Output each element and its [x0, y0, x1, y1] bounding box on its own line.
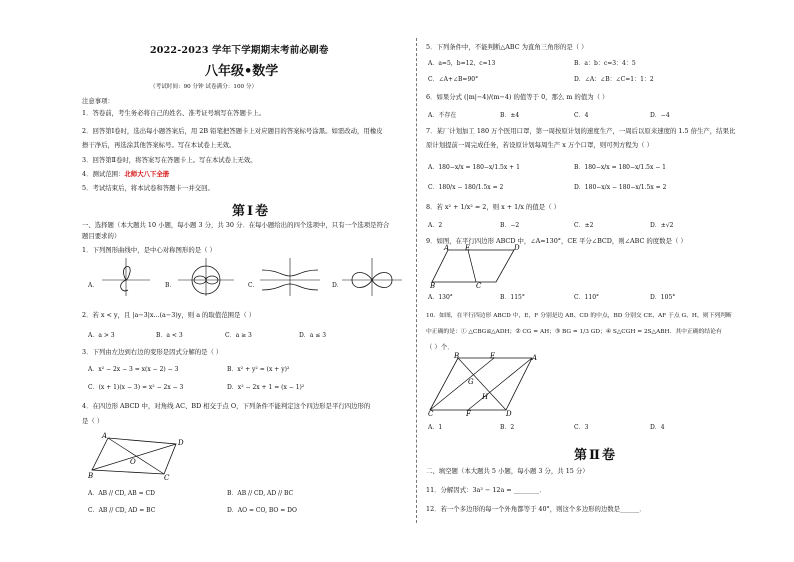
- q4-label-a: A: [102, 432, 108, 440]
- question-10-c: （ ）个．: [426, 343, 454, 351]
- q1-figure-b: [176, 256, 236, 298]
- q7-option-d: D．180−x/x − 180−x/1.5x = 2: [574, 184, 667, 191]
- column-divider: [416, 38, 417, 523]
- q1-figure-c: [258, 256, 322, 298]
- q4-label-d: D: [178, 439, 184, 447]
- question-10: 10．如图，在平行四边形 ABCD 中，E，F 分别是边 AB、CD 的中点，BD 分别交 CE、AF 于点 G、H，则下列判断: [426, 313, 732, 319]
- q6-option-d: D．−4: [650, 112, 670, 119]
- q10-label-h: H: [482, 393, 489, 401]
- q1-option-b: B．: [165, 282, 176, 289]
- question-4-b: 是（ ）: [82, 417, 104, 425]
- q6-option-a: A．不存在: [428, 112, 457, 119]
- note-2b: 擦干净后，再选涂其他答案标号。写在本试卷上无效。: [82, 141, 236, 149]
- q5-option-a: A．a=5，b=12，c=13: [428, 60, 496, 67]
- q10-label-a: A: [532, 354, 538, 362]
- question-8: 8．若 x² + 1/x² = 2，则 x + 1/x 的值是（ ）: [426, 203, 561, 211]
- q9-label-e: E: [465, 244, 471, 252]
- question-3: 3．下列由左边到右边的变形是因式分解的是（ ）: [82, 348, 223, 356]
- q9-label-c: C: [476, 282, 482, 288]
- q10-label-d: D: [506, 410, 512, 416]
- q7-option-a: A．180−x/x = 180−x/1.5x + 1: [428, 164, 520, 171]
- question-4: 4．在四边形 ABCD 中，对角线 AC、BD 相交于点 O，下列条件不能判定这个四边形是平行四边形的: [82, 402, 371, 410]
- q4-label-c: C: [164, 474, 170, 480]
- q1-option-c: C．: [248, 282, 259, 289]
- section-1-title: 第Ⅰ卷: [232, 204, 271, 219]
- question-6: 6．如果分式 (|m|−4)/(m−4) 的值等于 0，那么 m 的值为（ ）: [426, 93, 609, 101]
- q7-option-c: C．180/x − 180/1.5x = 2: [428, 184, 504, 191]
- question-10-b: 中正确的是：① △CBG≌△ADH；② CG = AH；③ BG = 1/3 GD；④ S△CGH = 2S△ABH．其中正确的结论有: [426, 329, 722, 335]
- note-4-label: 4．测试范围：: [82, 170, 125, 178]
- exam-subject: 八年级•数学: [205, 64, 279, 79]
- q2-option-b: B．a < 3: [156, 332, 183, 339]
- q1-option-a: A．: [88, 282, 99, 289]
- q2-option-d: D．a ≤ 3: [299, 332, 327, 339]
- q3-option-c: C．(x + 1)(x − 3) = x² − 2x − 3: [88, 384, 184, 391]
- section-1-desc: 一、选择题（本大题共 10 小题，每小题 3 分，共 30 分．在每小题给出的四个选项中，只有一个选项是符合: [82, 221, 390, 229]
- question-9: 9．如图，在平行四边形 ABCD 中，∠A=130°，CE 平分∠BCD，则∠ABC 的度数是（ ）: [426, 237, 687, 245]
- q10-label-f: F: [466, 410, 471, 416]
- q3-option-b: B．x² + y² = (x + y)²: [227, 366, 290, 373]
- q4-option-d: D．AO = CO, BO = DO: [227, 507, 297, 514]
- q1-figure-d: [340, 256, 404, 298]
- section-2-desc: 二、填空题（本大题共 5 小题，每小题 3 分，共 15 分）: [426, 467, 589, 475]
- note-5: 5．考试结束后，将本试卷和答题卡一并交回。: [82, 184, 214, 192]
- q8-option-b: B．−2: [500, 222, 520, 229]
- q9-parallelogram-figure: [430, 244, 520, 288]
- q9-option-d: D．105°: [650, 294, 676, 301]
- q10-option-c: C．3: [574, 424, 589, 431]
- question-12: 12．若一个多边形的每一个外角都等于 40°，则这个多边形的边数是______．: [426, 505, 646, 513]
- q5-option-d: D．∠A：∠B：∠C=1：1：2: [574, 76, 654, 83]
- question-7: 7．某厂计划加工 180 万个医用口罩，第一周按原计划的速度生产，一周后以原来速度的 1.5 倍生产，结果比: [426, 127, 736, 135]
- q3-option-d: D．x² − 2x + 1 = (x − 1)²: [227, 384, 305, 391]
- q2-option-a: A．a > 3: [88, 332, 115, 339]
- q1-figure-a: [98, 256, 154, 298]
- q10-option-a: A．1: [428, 424, 443, 431]
- note-3: 3．回答第Ⅱ卷时，将答案写在答题卡上。写在本试卷上无效。: [82, 156, 257, 164]
- q4-parallelogram-figure: [88, 430, 188, 480]
- q6-option-c: C．4: [574, 112, 589, 119]
- question-5: 5．下列条件中，不能判断△ABC 为直角三角形的是（ ）: [426, 43, 588, 51]
- q4-label-o: O: [130, 458, 136, 466]
- note-4: [82, 169, 169, 178]
- q9-option-a: A．130°: [428, 294, 453, 301]
- q9-label-a: A: [444, 244, 450, 252]
- q4-option-b: B．AB // CD, AD // BC: [227, 490, 294, 497]
- q5-option-b: B．a：b：c=3：4：5: [574, 60, 636, 67]
- q4-option-c: C．AB // CD, AD = BC: [88, 507, 156, 514]
- q9-label-d: D: [514, 244, 520, 252]
- q1-option-d: D．: [332, 282, 343, 289]
- q2-option-c: C．a ≥ 3: [225, 332, 252, 339]
- exam-meta: （考试时间：90 分钟 试卷满分：100 分）: [150, 84, 258, 90]
- question-1: 1．下列图形曲线中，是中心对称图形的是（ ）: [82, 246, 216, 254]
- q4-option-a: A．AB // CD, AB = CD: [88, 490, 155, 497]
- q3-option-a: A．x² − 2x − 3 = x(x − 2) − 3: [88, 366, 179, 373]
- q9-option-b: B．115°: [500, 294, 525, 301]
- q8-option-c: C．±2: [574, 222, 594, 229]
- notes-label: 注意事项：: [82, 97, 114, 105]
- q10-option-d: D．4: [650, 424, 665, 431]
- q6-option-b: B．±4: [500, 112, 520, 119]
- q9-option-c: C．110°: [574, 294, 600, 301]
- q10-parallelogram-figure: [428, 352, 538, 416]
- test-scope: 北师大八下全册: [124, 170, 170, 178]
- q10-label-g: G: [468, 378, 474, 386]
- q9-label-b: B: [430, 282, 436, 288]
- q8-option-d: D．±√2: [650, 222, 674, 229]
- q10-label-e: E: [490, 352, 496, 360]
- section-1-desc-2: 题目要求的）: [82, 232, 121, 240]
- question-7-b: 原计划提前一周完成任务，若设原计划每周生产 x 万个口罩，则可列方程为（ ）: [426, 141, 653, 149]
- q10-label-c: C: [428, 410, 434, 416]
- question-11: 11．分解因式：3a² − 12a = ________．: [426, 486, 546, 494]
- note-1: 1．答卷前，考生务必将自己的姓名、准考证号填写在答题卡上。: [82, 109, 266, 117]
- q4-label-b: B: [88, 472, 94, 480]
- q5-option-c: C．∠A+∠B=90°: [428, 76, 479, 83]
- note-2: 2．回答第Ⅰ卷时，选出每小题答案后，用 2B 铅笔把答题卡上对应题目的答案标号涂黑。如需改动，用橡皮: [82, 127, 383, 135]
- question-2: 2．若 x < y，且 |a−3|x...(a−3)y，则 a 的取值范围是（ ）: [82, 311, 256, 319]
- q10-label-b: B: [454, 352, 460, 360]
- q10-option-b: B．2: [500, 424, 515, 431]
- exam-title: 2022-2023 学年下学期期末考前必刷卷: [150, 45, 329, 56]
- q7-option-b: B．180−x/x = 180−x/1.5x − 1: [574, 164, 666, 171]
- section-2-title: 第Ⅱ卷: [574, 448, 617, 463]
- q8-option-a: A．2: [428, 222, 443, 229]
